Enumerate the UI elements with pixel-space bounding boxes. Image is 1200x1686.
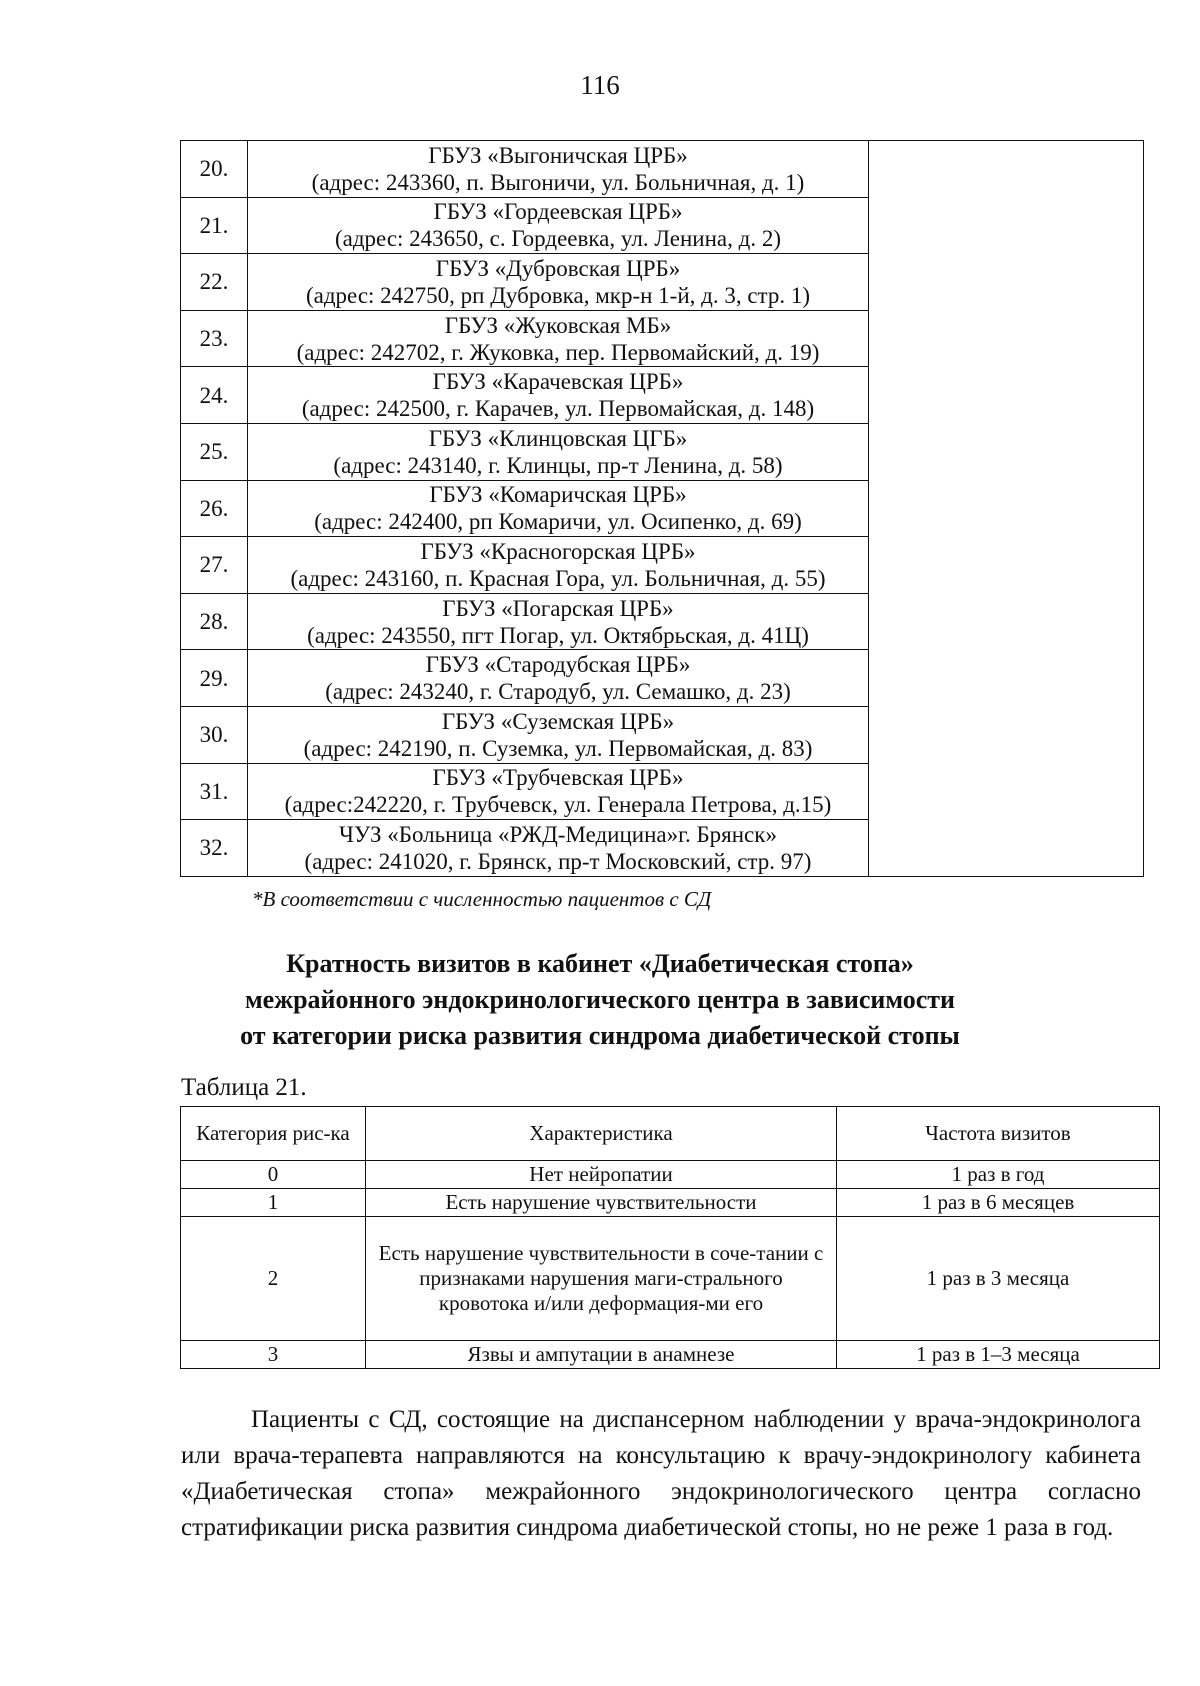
footnote: *В соответствии с численностью пациентов с СД <box>252 887 712 911</box>
hospital-cell <box>248 197 869 254</box>
hospital-name: ГБУЗ «Комаричская ЦРБ» <box>429 482 687 508</box>
hospital-address: (адрес: 241020, г. Брянск, пр-т Московский, стр. 97) <box>304 848 812 874</box>
hospital-cell <box>248 706 869 763</box>
hospital-name: ГБУЗ «Гордеевская ЦРБ» <box>433 199 683 225</box>
hospital-name: ЧУЗ «Больница «РЖД-Медицина»г. Брянск» <box>339 821 777 847</box>
hospital-name: ГБУЗ «Суземская ЦРБ» <box>441 708 675 734</box>
hospital-cell <box>248 423 869 480</box>
table-row <box>181 1217 1160 1341</box>
table-caption: Таблица 21. <box>181 1074 307 1101</box>
hospital-address: (адрес: 243550, пгт Погар, ул. Октябрьская, д. 41Ц) <box>307 622 809 648</box>
hospitals-table-body <box>181 141 1144 877</box>
header-characteristic: Характеристика <box>366 1107 837 1161</box>
hospital-address: (адрес: 243360, п. Выгоничи, ул. Больничная, д. 1) <box>311 169 805 195</box>
hospital-name: ГБУЗ «Погарская ЦРБ» <box>442 595 674 621</box>
hospital-address: (адрес: 242500, г. Карачев, ул. Первомайская, д. 148) <box>301 396 815 422</box>
row-number: 21. <box>181 197 248 254</box>
row-number: 28. <box>181 593 248 650</box>
hospital-address: (адрес: 242750, рп Дубровка, мкр-н 1-й, д. 3, стр. 1) <box>305 282 811 308</box>
table-row <box>181 1341 1160 1369</box>
cell-frequency: 1 раз в год <box>837 1161 1160 1189</box>
hospital-address: (адрес: 242190, п. Суземка, ул. Первомайская, д. 83) <box>303 735 813 761</box>
row-number: 24. <box>181 367 248 424</box>
row-number: 30. <box>181 706 248 763</box>
hospital-name: ГБУЗ «Карачевская ЦРБ» <box>432 369 684 395</box>
empty-count-column <box>869 141 1144 877</box>
row-number: 20. <box>181 141 248 198</box>
hospital-address: (адрес: 242400, рп Комаричи, ул. Осипенко, д. 69) <box>314 509 802 535</box>
hospital-name: ГБУЗ «Выгоничская ЦРБ» <box>428 142 688 168</box>
hospital-address: (адрес: 243140, г. Клинцы, пр-т Ленина, д. 58) <box>333 452 783 478</box>
hospital-address: (адрес: 243160, п. Красная Гора, ул. Больничная, д. 55) <box>290 565 826 591</box>
row-number: 22. <box>181 254 248 311</box>
hospital-cell <box>248 650 869 707</box>
header-category: Категория рис-ка <box>181 1107 366 1161</box>
hospital-name: ГБУЗ «Дубровская ЦРБ» <box>435 255 681 281</box>
cell-category: 0 <box>181 1161 366 1189</box>
hospital-cell <box>248 141 869 198</box>
cell-characteristic: Есть нарушение чувствительности в соче-тании с признаками нарушения маги-стрального кровотока и/или деформация-ми его <box>366 1217 837 1341</box>
hospital-address: (адрес: 243240, г. Стародуб, ул. Семашко, д. 23) <box>325 679 791 705</box>
row-number: 25. <box>181 423 248 480</box>
hospital-cell <box>248 593 869 650</box>
heading-line-1: Кратность визитов в кабинет «Диабетическая стопа» <box>286 949 914 978</box>
hospital-address: (адрес:242220, г. Трубчевск, ул. Генерала Петрова, д.15) <box>284 792 832 818</box>
visits-table-header <box>181 1107 1160 1161</box>
hospital-name: ГБУЗ «Трубчевская ЦРБ» <box>432 765 684 791</box>
cell-category: 2 <box>181 1217 366 1341</box>
cell-category: 1 <box>181 1189 366 1217</box>
body-paragraph: Пациенты с СД, состоящие на диспансерном наблюдении у врача-эндокринолога или врача-терапевта направляются на консультацию к врачу-эндокринологу кабинета «Диабетическая стопа» межрайонного эндокринологического центра согласно стратификации риска развития синдрома диабетической стопы, но не реже 1 раза в год. <box>181 1406 1141 1541</box>
row-number: 26. <box>181 480 248 537</box>
header-frequency: Частота визитов <box>837 1107 1160 1161</box>
hospitals-table <box>180 140 1144 877</box>
hospital-address: (адрес: 243650, с. Гордеевка, ул. Ленина, д. 2) <box>334 226 781 252</box>
cell-category: 3 <box>181 1341 366 1369</box>
hospital-name: ГБУЗ «Красногорская ЦРБ» <box>420 538 696 564</box>
hospital-cell <box>248 310 869 367</box>
row-number: 27. <box>181 537 248 594</box>
hospital-cell <box>248 820 869 877</box>
page-number: 116 <box>580 70 620 100</box>
hospital-cell <box>248 763 869 820</box>
hospital-cell <box>248 367 869 424</box>
row-number: 31. <box>181 763 248 820</box>
hospital-address: (адрес: 242702, г. Жуковка, пер. Первомайский, д. 19) <box>296 339 820 365</box>
hospital-cell <box>248 254 869 311</box>
hospital-name: ГБУЗ «Жуковская МБ» <box>444 312 672 338</box>
cell-frequency: 1 раз в 1–3 месяца <box>837 1341 1160 1369</box>
table-row <box>181 141 1144 198</box>
heading-line-2: межрайонного эндокринологического центра в зависимости <box>244 985 956 1014</box>
cell-frequency: 1 раз в 6 месяцев <box>837 1189 1160 1217</box>
hospital-cell <box>248 537 869 594</box>
section-heading <box>0 946 1200 1054</box>
hospital-cell <box>248 480 869 537</box>
table-row <box>181 1189 1160 1217</box>
cell-characteristic: Есть нарушение чувствительности <box>366 1189 837 1217</box>
row-number: 23. <box>181 310 248 367</box>
cell-characteristic: Нет нейропатии <box>366 1161 837 1189</box>
hospital-name: ГБУЗ «Стародубская ЦРБ» <box>425 652 691 678</box>
row-number: 32. <box>181 820 248 877</box>
row-number: 29. <box>181 650 248 707</box>
hospital-name: ГБУЗ «Клинцовская ЦГБ» <box>428 425 688 451</box>
heading-line-3: от категории риска развития синдрома диабетической стопы <box>240 1021 960 1050</box>
cell-frequency: 1 раз в 3 месяца <box>837 1217 1160 1341</box>
visits-table <box>180 1106 1160 1369</box>
table-row <box>181 1161 1160 1189</box>
cell-characteristic: Язвы и ампутации в анамнезе <box>366 1341 837 1369</box>
